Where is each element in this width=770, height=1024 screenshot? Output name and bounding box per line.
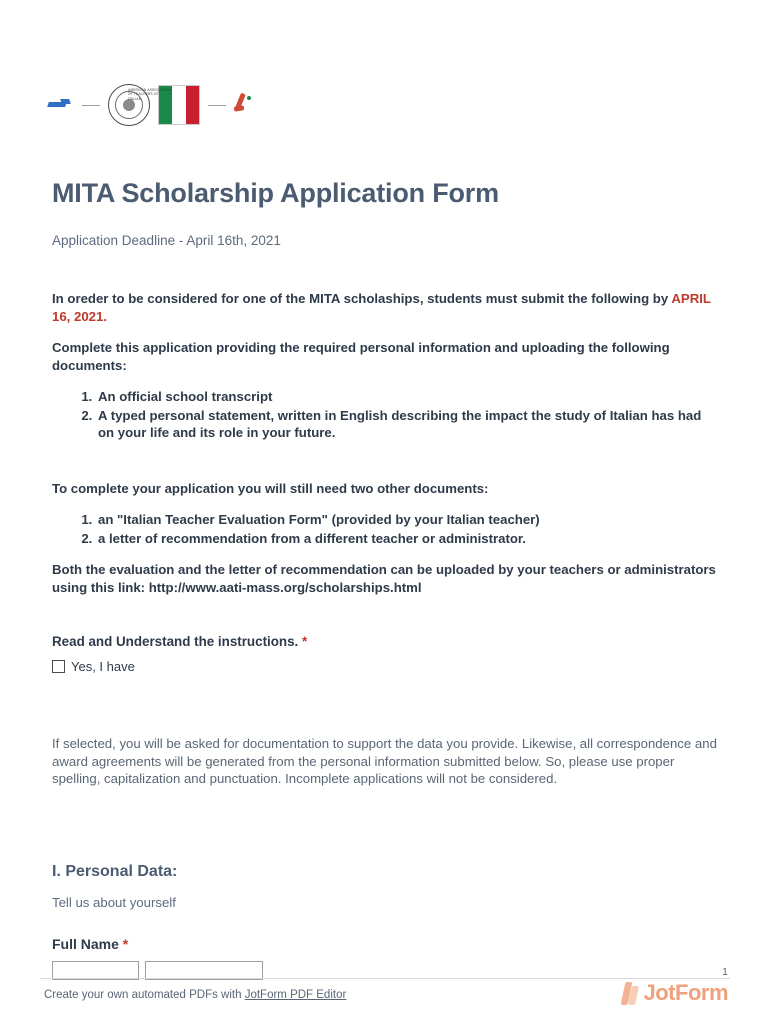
intro-line-1-text: In oreder to be considered for one of the MITA scholaships, students must submit the following by [52,291,672,306]
list-item: 1. an "Italian Teacher Evaluation Form" (provided by your Italian teacher) [96,511,718,529]
jotform-mark-icon [621,982,640,1005]
full-name-label-text: Full Name [52,935,119,952]
footer-divider [40,978,730,979]
italy-boot-icon [234,93,254,117]
divider-line-2 [208,105,226,106]
instructions-checkbox[interactable] [52,660,65,673]
jotform-logo [621,980,729,1006]
instructions-question-text: Read and Understand the instructions. [52,634,299,649]
instructions-checkbox-label: Yes, I have [71,659,135,674]
jotform-pdf-editor-link[interactable]: JotForm PDF Editor [244,989,347,1001]
page-title: MITA Scholarship Application Form [52,178,499,208]
intro-line-1 [52,290,718,325]
intro-line-2: Complete this application providing the required personal information and uploading the following documents: [52,340,670,373]
section-subtitle-personal-data: Tell us about yourself [52,894,176,910]
divider-line [82,105,100,106]
jotform-wordmark: JotForm [643,980,728,1005]
list-item: 2. A typed personal statement, written in English describing the impact the study of Italian has had on your life and its role in your future. [96,407,718,442]
documentation-note: If selected, you will be asked for documentation to support the data you provide. Likewise, all correspondence and award agreements will be generated from the personal information submitted below. So, please use proper spelling, capitalization and punctuation. Incomplete applications will not be considered. [52,736,717,787]
list-item: 2. a letter of recommendation from a different teacher or administrator. [96,530,718,548]
full-name-label [52,936,718,952]
required-marker: * [122,935,129,952]
instructions-checkbox-row[interactable] [52,659,718,674]
application-deadline: Application Deadline - April 16th, 2021 [52,233,281,248]
section-title-personal-data: I. Personal Data: [52,862,178,880]
footer-credit [44,989,346,1001]
massachusetts-map-icon [48,98,74,112]
page-number: 1 [722,966,728,978]
other-documents-list [52,511,718,547]
instructions-question-label [52,634,718,649]
required-documents-list [52,388,718,442]
footer-credit-text: Create your own automated PDFs with [44,989,245,1001]
flag-caption: AMERICAN ASSOCIATION OF TEACHERS OF ITALIAN [128,88,172,101]
intro-line-4: Both the evaluation and the letter of recommendation can be uploaded by your teachers or administrators using this link: http://www.aati-mass.org/scholarships.html [52,562,716,595]
list-item: 1. An official school transcript [96,388,718,406]
intro-line-3: To complete your application you will still need two other documents: [52,480,489,496]
form-body [52,290,718,980]
required-marker: * [302,634,308,649]
deadline-highlight: APRIL 16, 2021. [52,291,711,324]
